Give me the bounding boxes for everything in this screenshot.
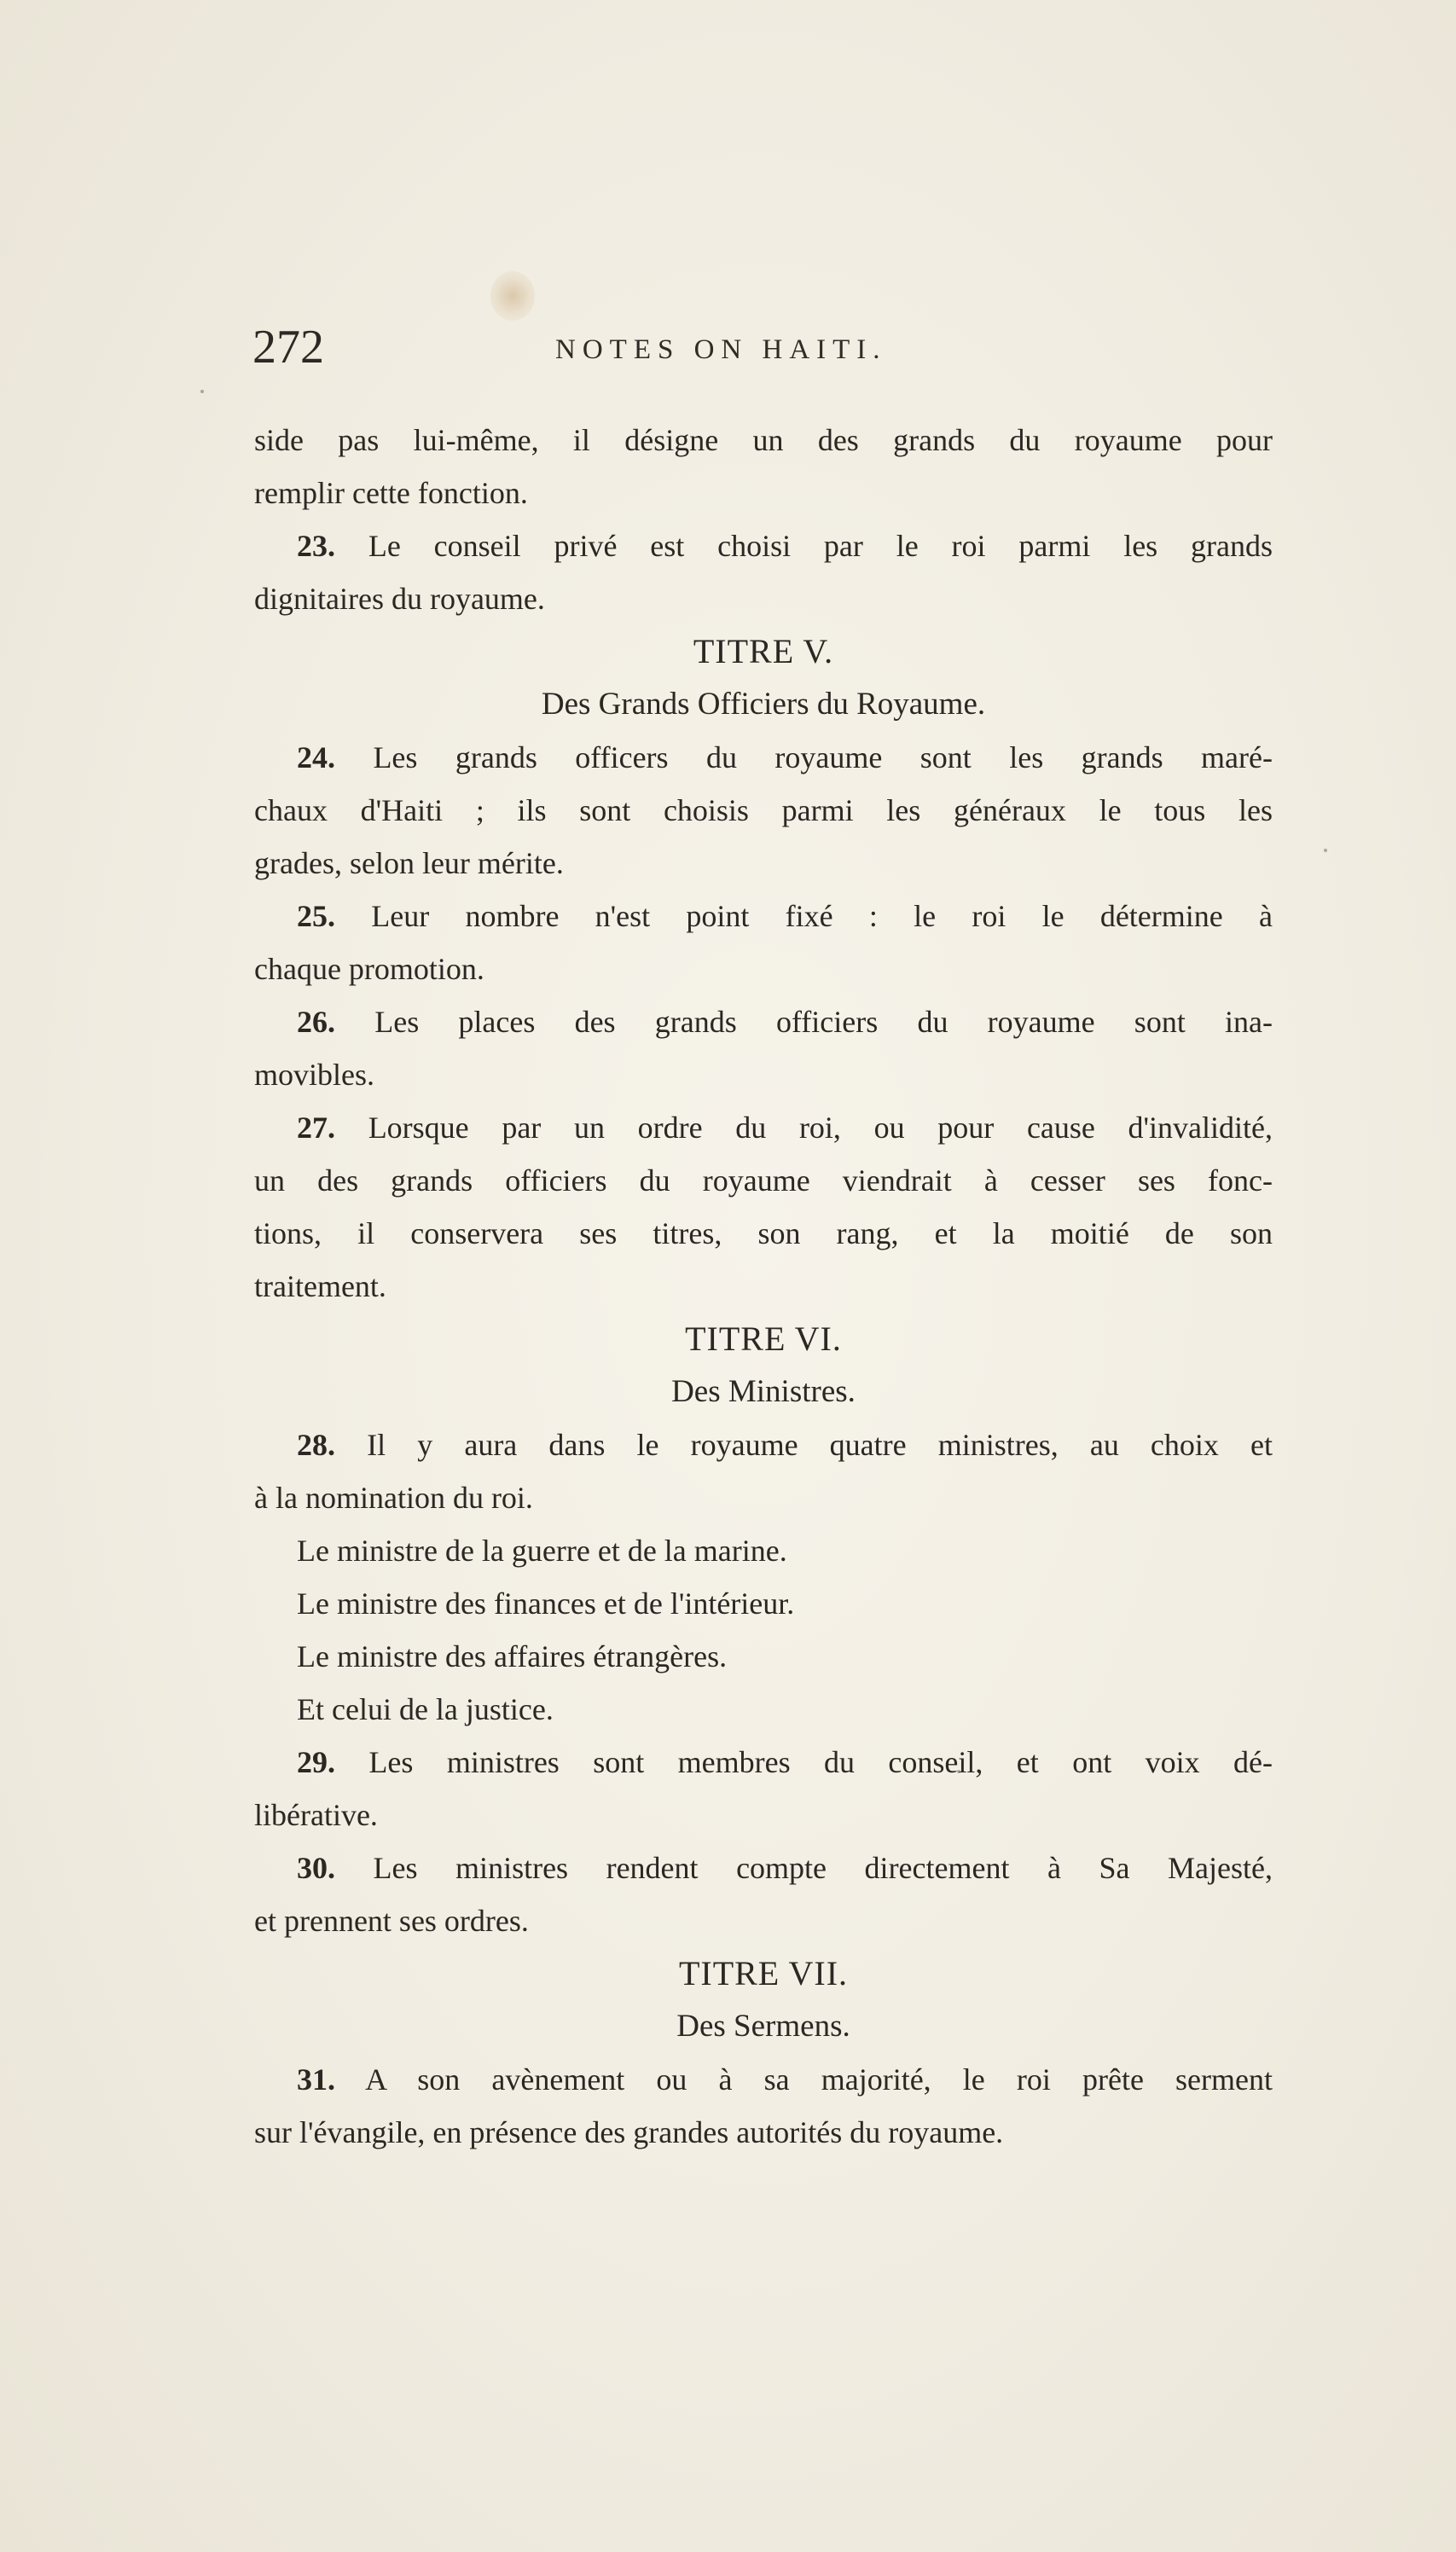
article-24 <box>254 731 1273 784</box>
article-text: Les ministres rendent compte directement à Sa Majesté, <box>373 1851 1273 1885</box>
article-text: Les ministres sont membres du conseil, et ont voix dé- <box>368 1745 1273 1779</box>
article-number: 26. <box>297 1005 335 1039</box>
article-28 <box>254 1418 1273 1471</box>
text-line: et prennent ses ordres. <box>254 1904 529 1938</box>
text-line: remplir cette fonction. <box>254 476 528 510</box>
article-31 <box>254 2053 1273 2106</box>
text-line: dignitaires du royaume. <box>254 582 545 616</box>
article-26 <box>254 995 1273 1048</box>
text-line: traitement. <box>254 1269 386 1303</box>
article-text: A son avènement ou à sa majorité, le roi prête serment <box>365 2062 1273 2097</box>
text-line: Le ministre des finances et de l'intérieur. <box>297 1586 795 1621</box>
article-29 <box>254 1736 1273 1789</box>
article-text: Leur nombre n'est point fixé : le roi le détermine à <box>371 899 1273 933</box>
running-title: NOTES ON HAITI. <box>555 334 887 365</box>
article-number: 29. <box>297 1745 335 1779</box>
text-line: un des grands officiers du royaume viendrait à cesser ses fonc- <box>254 1163 1273 1198</box>
text-line: Le ministre des affaires étrangères. <box>297 1639 728 1673</box>
section-subtitle: Des Sermens. <box>676 2009 850 2044</box>
page-stain <box>490 271 535 321</box>
article-25 <box>254 890 1273 942</box>
article-30 <box>254 1842 1273 1894</box>
article-text: Les places des grands officiers du royaume sont ina- <box>374 1005 1273 1039</box>
article-number: 28. <box>297 1428 335 1462</box>
page-number: 272 <box>252 321 324 374</box>
text-line: side pas lui-même, il désigne un des grands du royaume pour <box>254 423 1273 457</box>
article-27 <box>254 1101 1273 1154</box>
article-text: Il y aura dans le royaume quatre ministres, au choix et <box>367 1428 1273 1462</box>
article-text: Le conseil privé est choisi par le roi parmi les grands <box>368 529 1273 563</box>
article-number: 27. <box>297 1111 335 1145</box>
article-number: 24. <box>297 740 335 774</box>
article-text: Les grands officers du royaume sont les grands maré- <box>373 740 1273 774</box>
article-text: Lorsque par un ordre du roi, ou pour cause d'invalidité, <box>368 1111 1273 1145</box>
text-line: movibles. <box>254 1058 374 1092</box>
section-title: TITRE VI. <box>685 1320 842 1358</box>
text-line: tions, il conservera ses titres, son rang, et la moitié de son <box>254 1216 1273 1250</box>
text-line: à la nomination du roi. <box>254 1481 533 1515</box>
section-subtitle: Des Grands Officiers du Royaume. <box>541 687 986 722</box>
text-line: chaux d'Haiti ; ils sont choisis parmi les généraux le tous les <box>254 793 1273 827</box>
article-number: 25. <box>297 899 335 933</box>
section-subtitle: Des Ministres. <box>671 1374 856 1409</box>
article-number: 31. <box>297 2062 335 2097</box>
text-line: grades, selon leur mérite. <box>254 846 564 880</box>
section-title: TITRE VII. <box>678 1954 849 1992</box>
text-line: Le ministre de la guerre et de la marine. <box>297 1534 787 1568</box>
article-23 <box>254 519 1273 572</box>
article-number: 30. <box>297 1851 335 1885</box>
article-number: 23. <box>297 529 335 563</box>
text-line: chaque promotion. <box>254 952 484 986</box>
page-body <box>254 414 1273 2159</box>
text-line: sur l'évangile, en présence des grandes autorités du royaume. <box>254 2115 1004 2149</box>
text-line: libérative. <box>254 1798 378 1832</box>
page-speck <box>1324 849 1327 852</box>
page-speck <box>200 390 204 393</box>
page-header <box>252 317 1271 377</box>
section-title: TITRE V. <box>693 632 834 670</box>
text-line: Et celui de la justice. <box>297 1692 554 1726</box>
